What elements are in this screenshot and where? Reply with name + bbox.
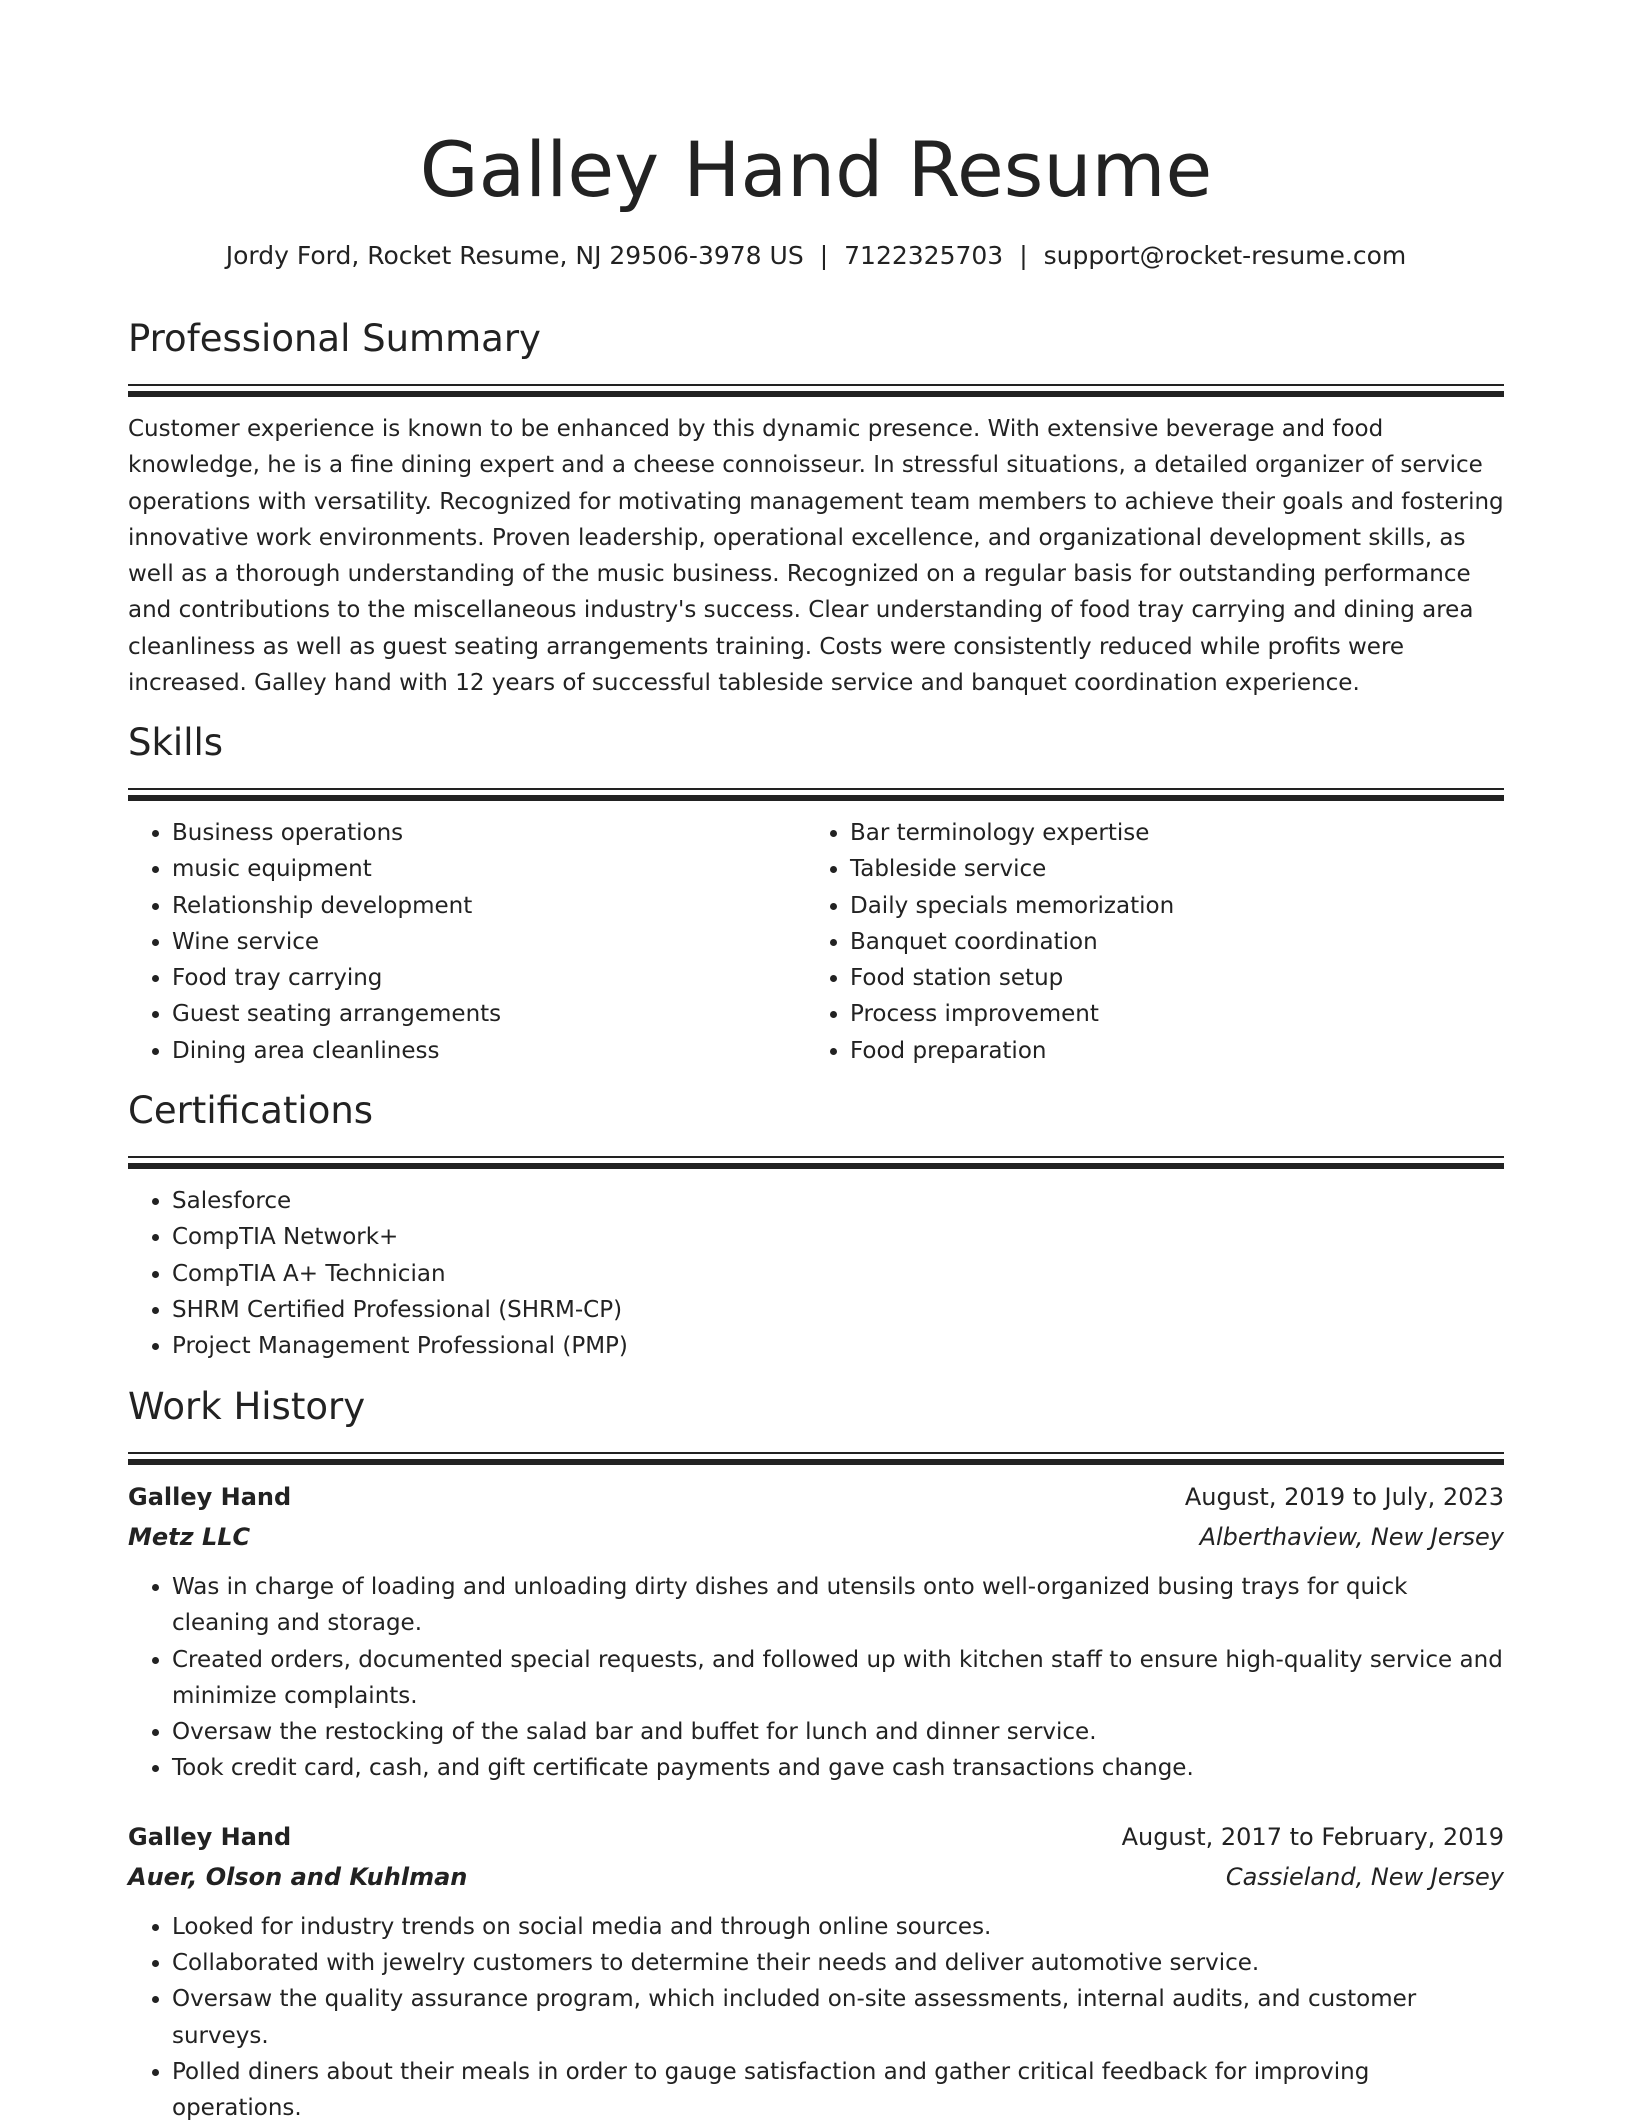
section-divider xyxy=(128,1156,1504,1158)
section-divider xyxy=(128,788,1504,790)
work-history-section xyxy=(128,1382,1504,2127)
resume-title: Galley Hand Resume xyxy=(419,125,1213,214)
skills-list-left xyxy=(128,815,806,1069)
skill-item: • Wine service xyxy=(172,924,806,960)
job-bullet: • Oversaw the restocking of the salad bar and buffet for lunch and dinner service. xyxy=(172,1714,1504,1750)
summary-section xyxy=(128,314,1504,701)
certification-item: • SHRM Certified Professional (SHRM-CP) xyxy=(172,1292,1504,1328)
skill-item: • Food preparation xyxy=(850,1033,1484,1069)
job-company: Metz LLC xyxy=(128,1523,251,1551)
job-bullet: • Collaborated with jewelry customers to determine their needs and deliver automotive service. xyxy=(172,1945,1504,1981)
section-divider-thick xyxy=(128,795,1504,801)
job-title: Galley Hand xyxy=(128,1822,292,1851)
skill-item: • Food tray carrying xyxy=(172,960,806,996)
skills-column-right xyxy=(806,815,1484,1069)
summary-text: Customer experience is known to be enhanced by this dynamic presence. With extensive beverage and food knowledge, he is a fine dining expert and a cheese connoisseur. In stressful situations, a detailed organizer of service operations with versatility. Recognized for motivating management team members to achieve their goals and fostering innovative work environments. Proven leadership, operational excellence, and organizational development skills, as well as a thorough understanding of the music business. Recognized on a regular basis for outstanding performance and contributions to the miscellaneous industry's success. Clear understanding of food tray carrying and dining area cleanliness as well as guest seating arrangements training. Costs were consistently reduced while profits were increased. Galley hand with 12 years of successful tableside service and banquet coordination experience. xyxy=(128,416,1504,697)
contact-separator: | xyxy=(1019,241,1028,270)
contact-email[interactable]: support@rocket-resume.com xyxy=(1043,241,1407,270)
certifications-section xyxy=(128,1086,1504,1364)
skill-item: • Guest seating arrangements xyxy=(172,996,806,1032)
contact-address: Jordy Ford, Rocket Resume, NJ 29506-3978 US xyxy=(225,241,804,270)
skills-grid xyxy=(128,815,1504,1069)
skill-item: • Relationship development xyxy=(172,888,806,924)
certification-item: • Project Management Professional (PMP) xyxy=(172,1328,1504,1364)
certifications-heading: Certifications xyxy=(128,1089,374,1132)
job-bullet: • Took credit card, cash, and gift certificate payments and gave cash transactions change. xyxy=(172,1750,1504,1786)
job-location: Cassieland, New Jersey xyxy=(1225,1862,1504,1891)
job-bullet: • Polled diners about their meals in order to gauge satisfaction and gather critical feedback for improving operations. xyxy=(172,2054,1504,2127)
job-company: Auer, Olson and Kuhlman xyxy=(128,1862,468,1891)
job-bullets xyxy=(128,1909,1504,2127)
contact-phone: 7122325703 xyxy=(844,241,1004,270)
certification-item: • CompTIA Network+ xyxy=(172,1219,1504,1255)
skill-item: • Tableside service xyxy=(850,851,1484,887)
certifications-list xyxy=(128,1183,1504,1364)
job-bullet: • Created orders, documented special requests, and followed up with kitchen staff to ensure high-quality service and minimize complaints. xyxy=(172,1642,1504,1715)
contact-line xyxy=(128,236,1504,276)
summary-heading: Professional Summary xyxy=(128,317,541,360)
skill-item: • Banquet coordination xyxy=(850,924,1484,960)
job-entry xyxy=(128,1477,1504,1787)
section-divider xyxy=(128,384,1504,386)
skill-item: • Food station setup xyxy=(850,960,1484,996)
work-history-heading: Work History xyxy=(128,1385,366,1428)
job-header-row xyxy=(128,1817,1504,1857)
section-divider-thick xyxy=(128,1459,1504,1465)
job-bullet: • Was in charge of loading and unloading dirty dishes and utensils onto well-organized busing trays for quick cleaning and storage. xyxy=(172,1569,1504,1642)
skill-item: • Bar terminology expertise xyxy=(850,815,1484,851)
skill-item: • Business operations xyxy=(172,815,806,851)
job-dates: August, 2019 to July, 2023 xyxy=(1184,1483,1504,1511)
job-title: Galley Hand xyxy=(128,1483,292,1511)
skills-list-right xyxy=(806,815,1484,1069)
certification-item: • CompTIA A+ Technician xyxy=(172,1256,1504,1292)
certification-item: • Salesforce xyxy=(172,1183,1504,1219)
section-divider-thick xyxy=(128,391,1504,397)
skills-section xyxy=(128,718,1504,1069)
skill-item: • Process improvement xyxy=(850,996,1484,1032)
job-bullet: • Looked for industry trends on social media and through online sources. xyxy=(172,1909,1504,1945)
job-location: Alberthaview, New Jersey xyxy=(1199,1523,1504,1551)
skill-item: • Daily specials memorization xyxy=(850,888,1484,924)
job-entry xyxy=(128,1817,1504,2127)
skill-item: • music equipment xyxy=(172,851,806,887)
contact-separator: | xyxy=(819,241,829,270)
skills-heading: Skills xyxy=(128,721,224,764)
job-company-row xyxy=(128,1517,1504,1557)
job-company-row xyxy=(128,1857,1504,1897)
job-header-row xyxy=(128,1477,1504,1517)
skill-item: • Dining area cleanliness xyxy=(172,1033,806,1069)
job-bullet: • Oversaw the quality assurance program, which included on-site assessments, internal audits, and customer surveys. xyxy=(172,1981,1504,2054)
job-bullets xyxy=(128,1569,1504,1787)
job-dates: August, 2017 to February, 2019 xyxy=(1121,1822,1504,1851)
section-divider-thick xyxy=(128,1163,1504,1169)
section-divider xyxy=(128,1452,1504,1454)
skills-column-left xyxy=(128,815,806,1069)
